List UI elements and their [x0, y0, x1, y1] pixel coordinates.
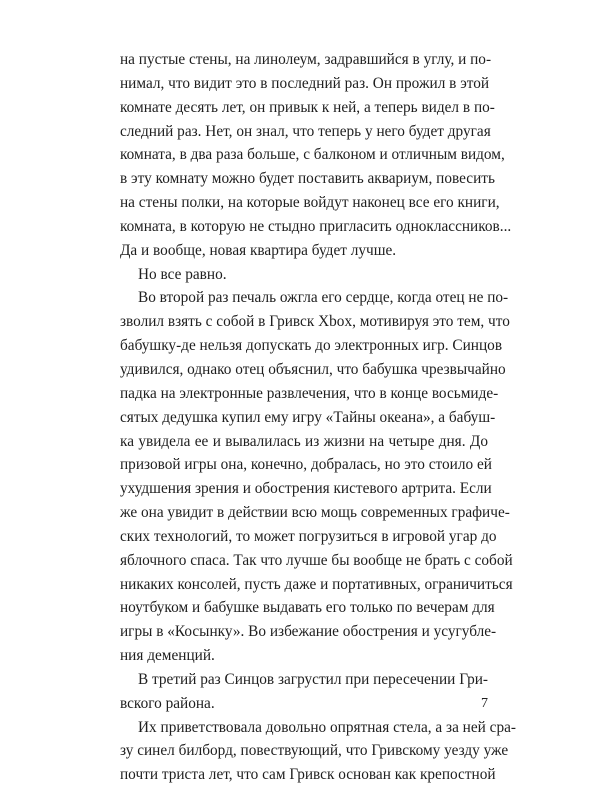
text-line: Во второй раз печаль ожгла его сердце, когда отец не по-	[138, 289, 509, 307]
text-line: бабушку-де нельзя допускать до электронных игр. Синцов	[120, 337, 503, 355]
text-line: почти триста лет, что сам Гривск основан как крепостной	[120, 766, 496, 784]
text-line: сятых дедушка купил ему игру «Тайны океана», а бабуш-	[120, 408, 496, 426]
text-line: зволил взять с собой в Гривск Xbox, мотивируя это тем, что	[120, 313, 510, 331]
text-line: игры в «Косынку». Во избежание обострения и усугубле-	[120, 623, 497, 641]
text-line: вского района.	[120, 694, 215, 712]
text-line: Их приветствовала довольно опрятная стела, а за ней сра-	[138, 718, 516, 736]
text-line: комната, в два раза больше, с балконом и отличным видом,	[120, 146, 505, 164]
text-line: удивился, однако отец объяснил, что бабушка чрезвычайно	[120, 360, 506, 378]
text-line: комната, в которую не стыдно пригласить одноклассников...	[120, 217, 512, 235]
text-line: В третий раз Синцов загрустил при пересечении Гри-	[138, 670, 488, 688]
text-line: ухудшения зрения и обострения кистевого артрита. Если	[120, 480, 492, 498]
text-line: нимал, что видит это в последний раз. Он прожил в этой	[120, 74, 490, 92]
text-line: комнате десять лет, он привык к ней, а теперь видел в по-	[120, 98, 495, 116]
text-line: Да и вообще, новая квартира будет лучше.	[120, 241, 397, 259]
text-line: ских технологий, то может погрузиться в игровой угар до	[120, 527, 497, 545]
text-line: следний раз. Нет, он знал, что теперь у него будет другая	[120, 122, 491, 140]
text-line: призовой игры она, конечно, добралась, но это стоило ей	[120, 456, 492, 474]
text-line: ноутбуком и бабушке выдавать его только по вечерам для	[120, 599, 495, 617]
text-line: зу синел билборд, повествующий, что Гривскому уезду уже	[120, 742, 509, 760]
text-line: в эту комнату можно будет поставить аквариум, повесить	[120, 170, 495, 188]
body-text	[120, 48, 516, 787]
text-line: Но все равно.	[138, 265, 227, 283]
text-line: на стены полки, на которые войдут наконец все его книги,	[120, 194, 500, 212]
text-line: никаких консолей, пусть даже и портативных, ограничиться	[120, 575, 513, 593]
text-line: падка на электронные развлечения, что в конце восьмиде-	[120, 384, 499, 402]
text-line: яблочного спаса. Так что лучше бы вообще не брать с собой	[120, 551, 513, 569]
text-line: же она увидит в действии всю мощь современных графиче-	[120, 504, 510, 522]
page-number: 7	[481, 696, 488, 711]
text-line: ка увидела ее и вывалилась из жизни на четыре дня. До	[120, 432, 488, 450]
text-line: на пустые стены, на линолеум, задравшийся в углу, и по-	[120, 51, 492, 68]
text-line: ния деменций.	[120, 647, 215, 665]
